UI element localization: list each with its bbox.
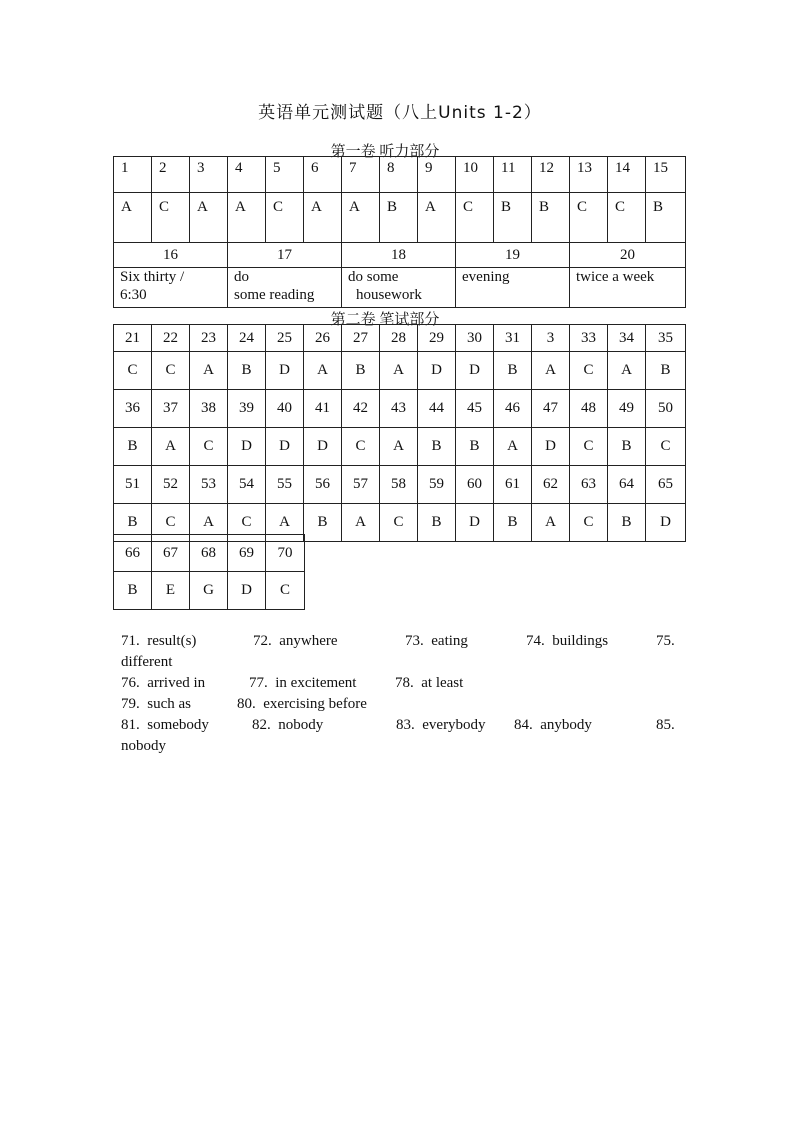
answer-cell: B [418,504,456,542]
answer-cell: A [304,352,342,390]
answer-cell: B [456,428,494,466]
answer-cell: A [114,193,152,243]
answer-cell: A [380,352,418,390]
answer-cell: B [494,352,532,390]
question-number: 48 [570,390,608,428]
question-number: 51 [114,466,152,504]
question-number: 24 [228,325,266,352]
question-number: 15 [646,157,686,193]
answer-cell: G [190,572,228,610]
answer-cell: D [456,504,494,542]
question-number: 30 [456,325,494,352]
answer-item: 76. arrived in [121,675,206,691]
question-number: 42 [342,390,380,428]
answer-cell: evening [456,268,570,308]
answer-line [121,717,681,738]
question-number: 49 [608,390,646,428]
question-number: 64 [608,466,646,504]
question-number: 54 [228,466,266,504]
answer-cell: twice a week [570,268,686,308]
answer-line [121,633,681,654]
question-number: 63 [570,466,608,504]
answer-cell: A [342,193,380,243]
answer-cell: C [266,572,305,610]
answer-cell: D [418,352,456,390]
question-number: 67 [152,535,190,572]
answer-cell: C [456,193,494,243]
answer-line: nobody [121,738,166,754]
answer-cell: B [646,352,686,390]
answer-cell: C [266,193,304,243]
written-answer-table [113,324,686,542]
question-number: 45 [456,390,494,428]
answer-cell: A [190,193,228,243]
answer-cell: A [266,504,304,542]
question-number: 1 [114,157,152,193]
question-number: 26 [304,325,342,352]
answer-cell: D [646,504,686,542]
question-number: 17 [228,243,342,268]
answer-item: 78. at least [395,675,464,691]
answer-cell: D [266,428,304,466]
question-number: 44 [418,390,456,428]
answer-cell: A [532,352,570,390]
question-number: 22 [152,325,190,352]
answer-item: 72. anywhere [253,633,338,649]
question-number: 53 [190,466,228,504]
question-number: 8 [380,157,418,193]
answer-cell: C [228,504,266,542]
question-number: 38 [190,390,228,428]
question-number: 33 [570,325,608,352]
question-number: 58 [380,466,418,504]
fill-answers [121,633,681,759]
answer-cell: A [418,193,456,243]
answer-cell: B [532,193,570,243]
answer-cell: B [494,193,532,243]
question-number: 41 [304,390,342,428]
question-number: 65 [646,466,686,504]
question-number: 3 [532,325,570,352]
question-number: 7 [342,157,380,193]
answer-cell: C [570,352,608,390]
question-number: 20 [570,243,686,268]
answer-cell: A [190,504,228,542]
question-number: 4 [228,157,266,193]
answer-cell: C [570,504,608,542]
answer-cell: C [570,193,608,243]
answer-cell: B [380,193,418,243]
question-number: 56 [304,466,342,504]
answer-cell: C [646,428,686,466]
answer-cell: C [152,193,190,243]
answer-item: 85. [656,717,675,733]
question-number: 66 [114,535,152,572]
answer-cell: B [114,428,152,466]
answer-item: 74. buildings [526,633,609,649]
question-number: 37 [152,390,190,428]
question-number: 43 [380,390,418,428]
question-number: 70 [266,535,305,572]
answer-cell: A [608,352,646,390]
answer-cell: B [304,504,342,542]
answer-cell: B [114,504,152,542]
answer-line [121,675,681,696]
answer-item: 71. result(s) [121,633,197,649]
question-number: 69 [228,535,266,572]
listening-answer-table [113,156,686,243]
question-number: 47 [532,390,570,428]
question-number: 61 [494,466,532,504]
question-number: 6 [304,157,342,193]
answer-cell: A [380,428,418,466]
question-number: 68 [190,535,228,572]
question-number: 55 [266,466,304,504]
answer-item: 83. everybody [396,717,486,733]
answer-item: 84. anybody [514,717,592,733]
answer-cell: D [304,428,342,466]
answer-cell: B [608,504,646,542]
answer-cell: A [228,193,266,243]
answer-cell: C [114,352,152,390]
answer-cell: D [532,428,570,466]
question-number: 25 [266,325,304,352]
question-number: 35 [646,325,686,352]
answer-cell: B [494,504,532,542]
question-number: 62 [532,466,570,504]
answer-cell: B [646,193,686,243]
answer-item: 79. such as [121,696,191,712]
answer-cell: A [190,352,228,390]
question-number: 18 [342,243,456,268]
answer-cell: C [190,428,228,466]
answer-cell: B [114,572,152,610]
answer-item: 73. eating [405,633,468,649]
answer-cell: A [304,193,342,243]
answer-item: 75. [656,633,675,649]
written-last-table [113,534,305,610]
question-number: 39 [228,390,266,428]
question-number: 46 [494,390,532,428]
answer-cell: do some housework [342,268,456,308]
listening-fill-table [113,242,686,308]
answer-cell: B [228,352,266,390]
answer-cell: A [494,428,532,466]
question-number: 29 [418,325,456,352]
answer-cell: B [418,428,456,466]
answer-cell: D [228,572,266,610]
answer-cell: C [152,352,190,390]
answer-cell: D [228,428,266,466]
section-listening-heading: 第一卷 听力部分 [330,144,440,160]
answer-cell: A [532,504,570,542]
answer-cell: C [608,193,646,243]
answer-cell: C [152,504,190,542]
question-number: 3 [190,157,228,193]
question-number: 50 [646,390,686,428]
question-number: 9 [418,157,456,193]
answer-cell: E [152,572,190,610]
answer-cell: C [570,428,608,466]
question-number: 12 [532,157,570,193]
answer-cell: A [342,504,380,542]
answer-cell: C [380,504,418,542]
question-number: 21 [114,325,152,352]
answer-cell: do some reading [228,268,342,308]
question-number: 13 [570,157,608,193]
question-number: 19 [456,243,570,268]
page-title: 英语单元测试题（八上Units 1-2） [258,103,542,123]
question-number: 59 [418,466,456,504]
question-number: 31 [494,325,532,352]
answer-item: 77. in excitement [249,675,357,691]
question-number: 14 [608,157,646,193]
answer-cell: D [266,352,304,390]
answer-cell: C [342,428,380,466]
answer-line [121,696,681,717]
answer-cell: B [342,352,380,390]
question-number: 2 [152,157,190,193]
answer-item: 82. nobody [252,717,324,733]
answer-cell: A [152,428,190,466]
question-number: 36 [114,390,152,428]
question-number: 23 [190,325,228,352]
answer-item: 80. exercising before [237,696,367,712]
question-number: 40 [266,390,304,428]
answer-item: 81. somebody [121,717,209,733]
question-number: 34 [608,325,646,352]
question-number: 10 [456,157,494,193]
question-number: 11 [494,157,532,193]
question-number: 28 [380,325,418,352]
question-number: 27 [342,325,380,352]
section-written-heading: 第二卷 笔试部分 [330,312,440,328]
question-number: 60 [456,466,494,504]
question-number: 52 [152,466,190,504]
question-number: 5 [266,157,304,193]
answer-cell: Six thirty / 6:30 [114,268,228,308]
question-number: 16 [114,243,228,268]
answer-cell: D [456,352,494,390]
question-number: 57 [342,466,380,504]
answer-cell: B [608,428,646,466]
answer-line: different [121,654,173,670]
